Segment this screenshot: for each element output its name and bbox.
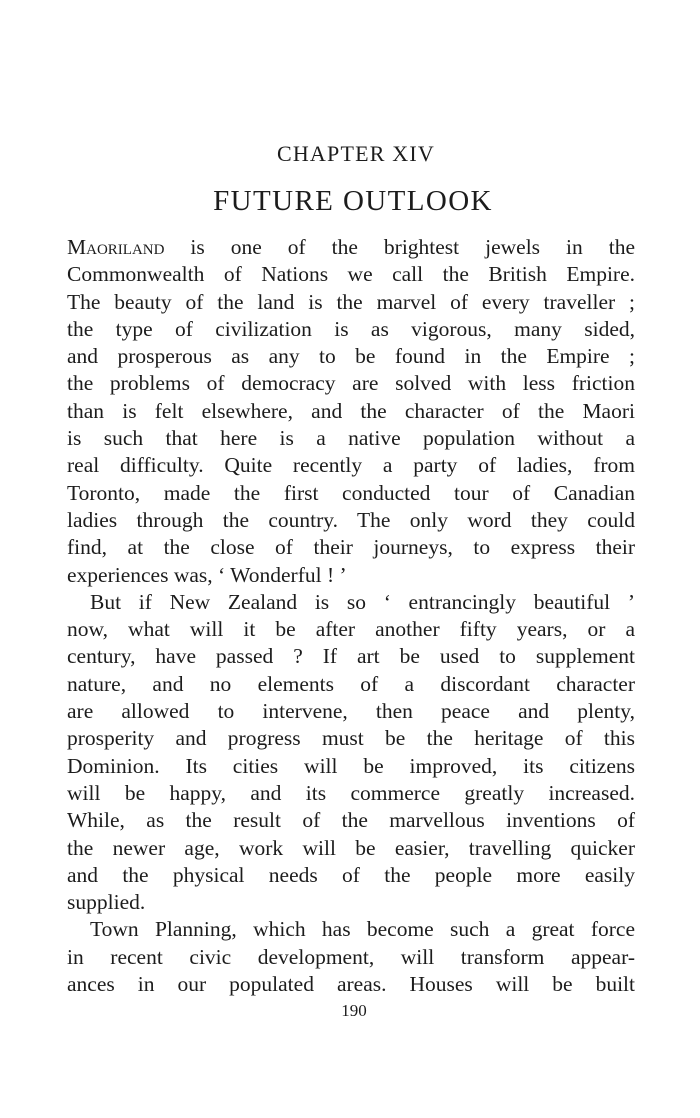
text-line: the problems of democracy are solved with less friction	[67, 371, 635, 396]
text-line: ladies through the country. The only word they could	[67, 507, 635, 532]
text-line: than is felt elsewhere, and the character of the Maori	[67, 398, 635, 423]
text-line: While, as the result of the marvellous inventions of	[67, 808, 635, 833]
chapter-title: FUTURE OUTLOOK	[213, 185, 493, 217]
text-line: and the physical needs of the people more easily	[67, 862, 635, 887]
text-line: Town Planning, which has become such a great force	[90, 917, 635, 942]
text-line: nature, and no elements of a discordant character	[67, 671, 635, 696]
chapter-number: CHAPTER XIV	[276, 141, 436, 166]
text-line: ances in our populated areas. Houses will be built	[67, 972, 635, 997]
text-line: prosperity and progress must be the heritage of this	[67, 726, 635, 751]
text-line: Dominion. Its cities will be improved, its citizens	[67, 753, 635, 778]
text-line: will be happy, and its commerce greatly increased.	[67, 780, 635, 805]
text-line: is such that here is a native population without a	[67, 426, 635, 451]
text-line: and prosperous as any to be found in the Empire ;	[67, 344, 635, 369]
drop-word: Maoriland	[67, 235, 165, 259]
page-number: 190	[341, 1001, 367, 1020]
text-line: supplied.	[67, 890, 146, 915]
text-line: century, have passed ? If art be used to supplement	[67, 644, 635, 669]
text-line: find, at the close of their journeys, to express their	[67, 535, 635, 560]
text-line: are allowed to intervene, then peace and plenty,	[67, 699, 635, 724]
text-line: real difficulty. Quite recently a party of ladies, from	[67, 453, 635, 478]
text-line: experiences was, ‘ Wonderful ! ’	[67, 562, 347, 587]
body-text	[67, 234, 635, 998]
text-line: Commonwealth of Nations we call the British Empire.	[67, 262, 635, 287]
text-line: the newer age, work will be easier, travelling quicker	[67, 835, 635, 860]
text-line: the type of civilization is as vigorous, many sided,	[67, 316, 635, 341]
text-line: in recent civic development, will transform appear-	[67, 944, 635, 969]
text-line: now, what will it be after another fifty years, or a	[67, 617, 635, 642]
text-line: But if New Zealand is so ‘ entrancingly beautiful ’	[90, 589, 635, 614]
text-line: The beauty of the land is the marvel of every traveller ;	[67, 289, 635, 314]
text-line: Toronto, made the first conducted tour of Canadian	[67, 480, 635, 505]
text-line: Maoriland is one of the brightest jewels in the	[67, 235, 635, 259]
